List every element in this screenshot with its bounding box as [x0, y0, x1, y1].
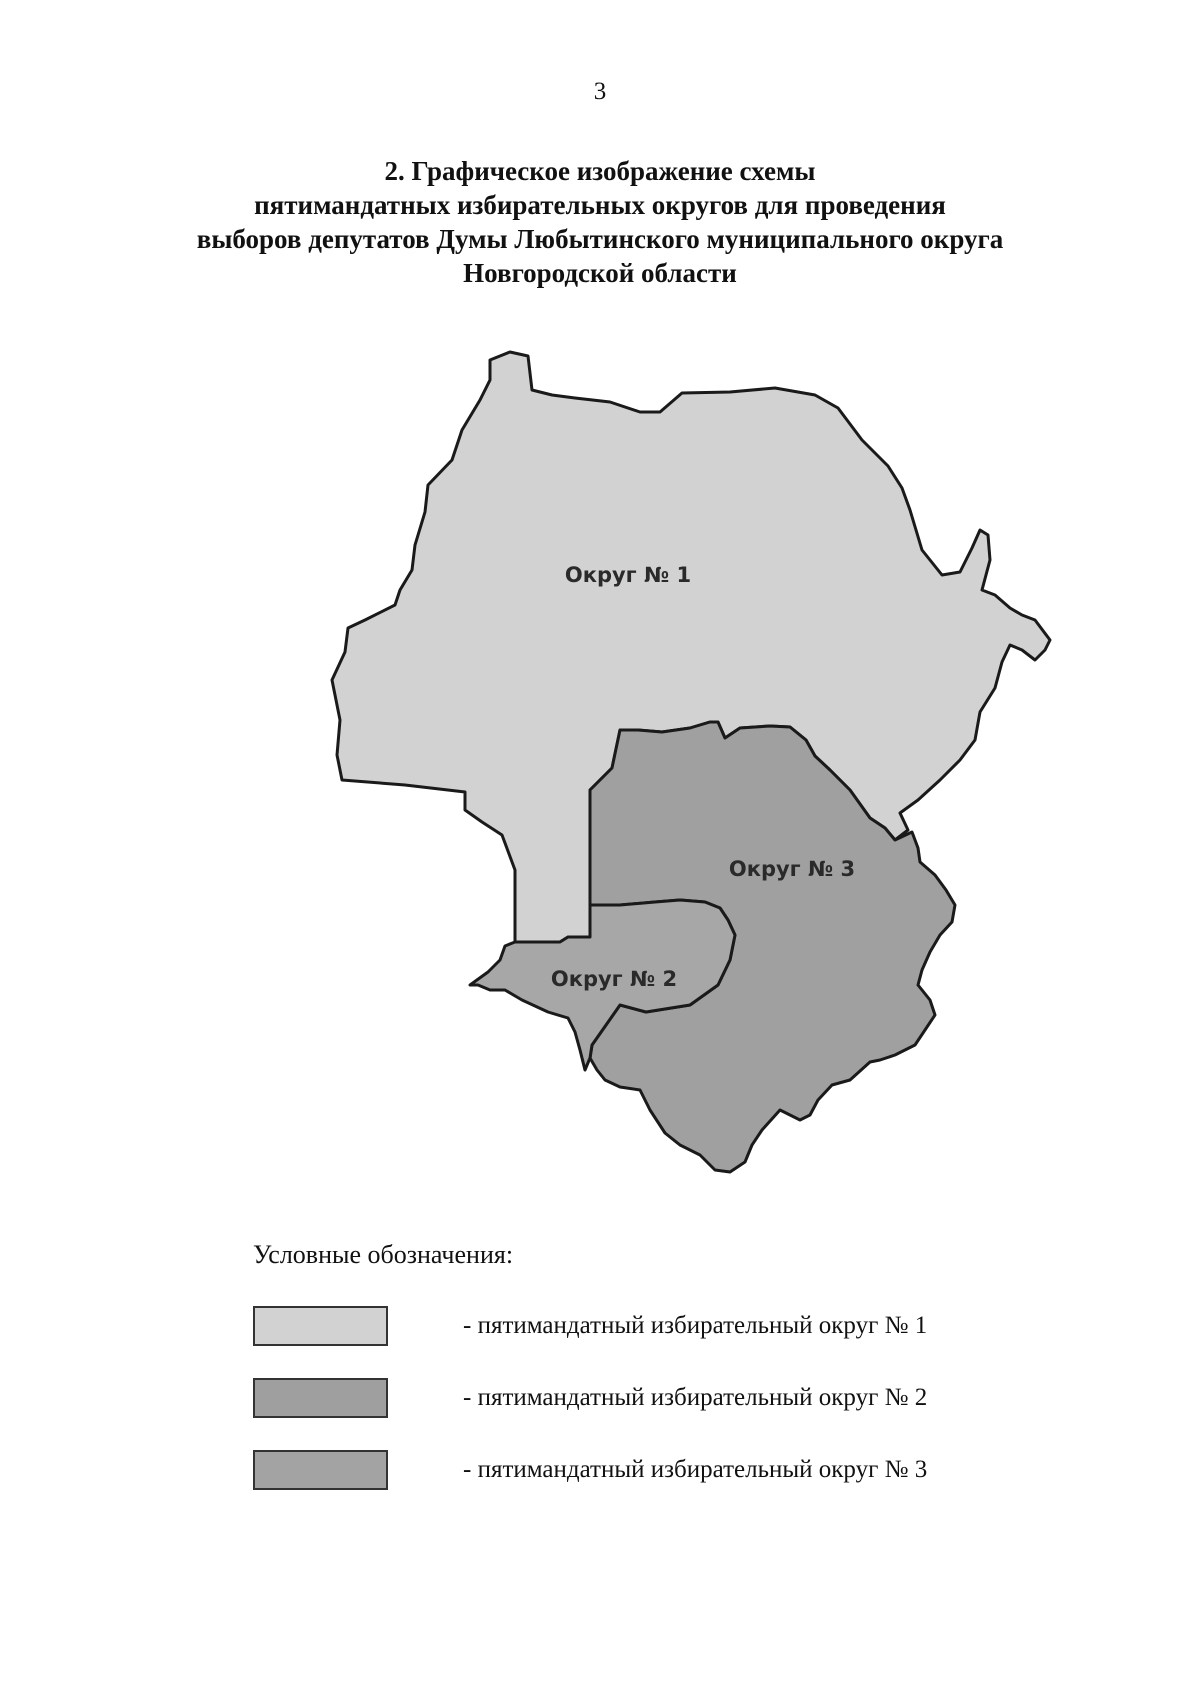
legend-title: Условные обозначения:	[253, 1240, 514, 1269]
legend-label-2: - пятимандатный избирательный округ № 2	[463, 1384, 928, 1411]
legend-swatch-2	[253, 1378, 388, 1418]
legend-swatch-1	[253, 1306, 388, 1346]
district-1-label: Округ № 1	[564, 563, 692, 587]
page-number: 3	[593, 78, 607, 105]
title-line-3: выборов депутатов Думы Любытинского муниципального округа	[196, 224, 1004, 254]
title-line-1: 2. Графическое изображение схемы	[384, 156, 816, 186]
title-line-4: Новгородской области	[463, 258, 737, 288]
legend-label-1: - пятимандатный избирательный округ № 1	[463, 1312, 928, 1339]
legend-swatch-3	[253, 1450, 388, 1490]
district-3-label: Округ № 3	[728, 857, 856, 881]
title-line-2: пятимандатных избирательных округов для проведения	[254, 190, 946, 220]
district-2-label: Округ № 2	[550, 967, 678, 991]
legend-label-3: - пятимандатный избирательный округ № 3	[463, 1456, 928, 1483]
